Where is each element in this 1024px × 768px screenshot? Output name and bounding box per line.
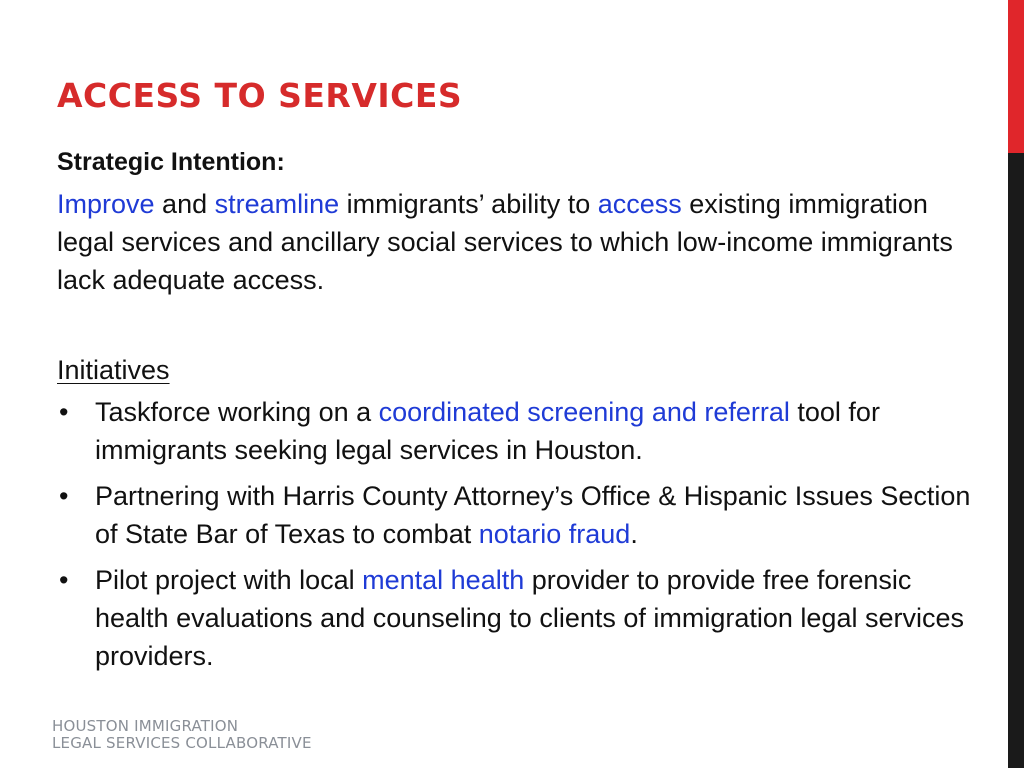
intention-text-part: and — [154, 189, 215, 219]
bullet-icon: • — [59, 481, 69, 511]
list-item — [57, 393, 987, 469]
accent-bar-red — [1008, 0, 1024, 153]
initiatives-heading: Initiatives — [57, 355, 170, 385]
intention-text-part: existing immigration legal services and ancillary social services to which low-income immigrants lack adequate access. — [57, 189, 953, 295]
bullet-text: Pilot project with local — [95, 565, 363, 595]
intention-text-part: immigrants’ ability to — [339, 189, 598, 219]
bullet-text: Taskforce working on a — [95, 397, 379, 427]
strategic-intention-heading: Strategic Intention: — [57, 148, 285, 176]
bullet-text: Partnering with Harris County Attorney’s Office & Hispanic Issues Section of State Bar of Texas to combat — [95, 481, 971, 549]
bullet-icon: • — [59, 397, 69, 427]
collaborative-logo — [52, 718, 312, 752]
highlight-improve: Improve — [57, 189, 155, 219]
strategic-intention-text — [57, 185, 987, 299]
bullet-text: . — [630, 519, 638, 549]
bullet-icon: • — [59, 565, 69, 595]
highlight-mental-health: mental health — [362, 565, 525, 595]
highlight-access: access — [597, 189, 682, 219]
list-item — [57, 561, 987, 675]
initiatives-list — [57, 393, 987, 675]
bullet-text: tool for immigrants seeking legal services in Houston. — [95, 397, 880, 465]
logo-line-1: HOUSTON IMMIGRATION — [52, 717, 239, 735]
slide-title: ACCESS TO SERVICES — [57, 76, 463, 115]
accent-bar-dark — [1008, 153, 1024, 768]
slide-content — [57, 143, 987, 683]
highlight-streamline: streamline — [214, 189, 340, 219]
highlight-notario-fraud: notario fraud — [478, 519, 631, 549]
logo-line-2: LEGAL SERVICES COLLABORATIVE — [52, 734, 312, 752]
bullet-text: provider to provide free forensic health evaluations and counseling to clients of immigration legal services providers. — [95, 565, 964, 671]
list-item — [57, 477, 987, 553]
highlight-coordinated-screening: coordinated screening and referral — [378, 397, 790, 427]
